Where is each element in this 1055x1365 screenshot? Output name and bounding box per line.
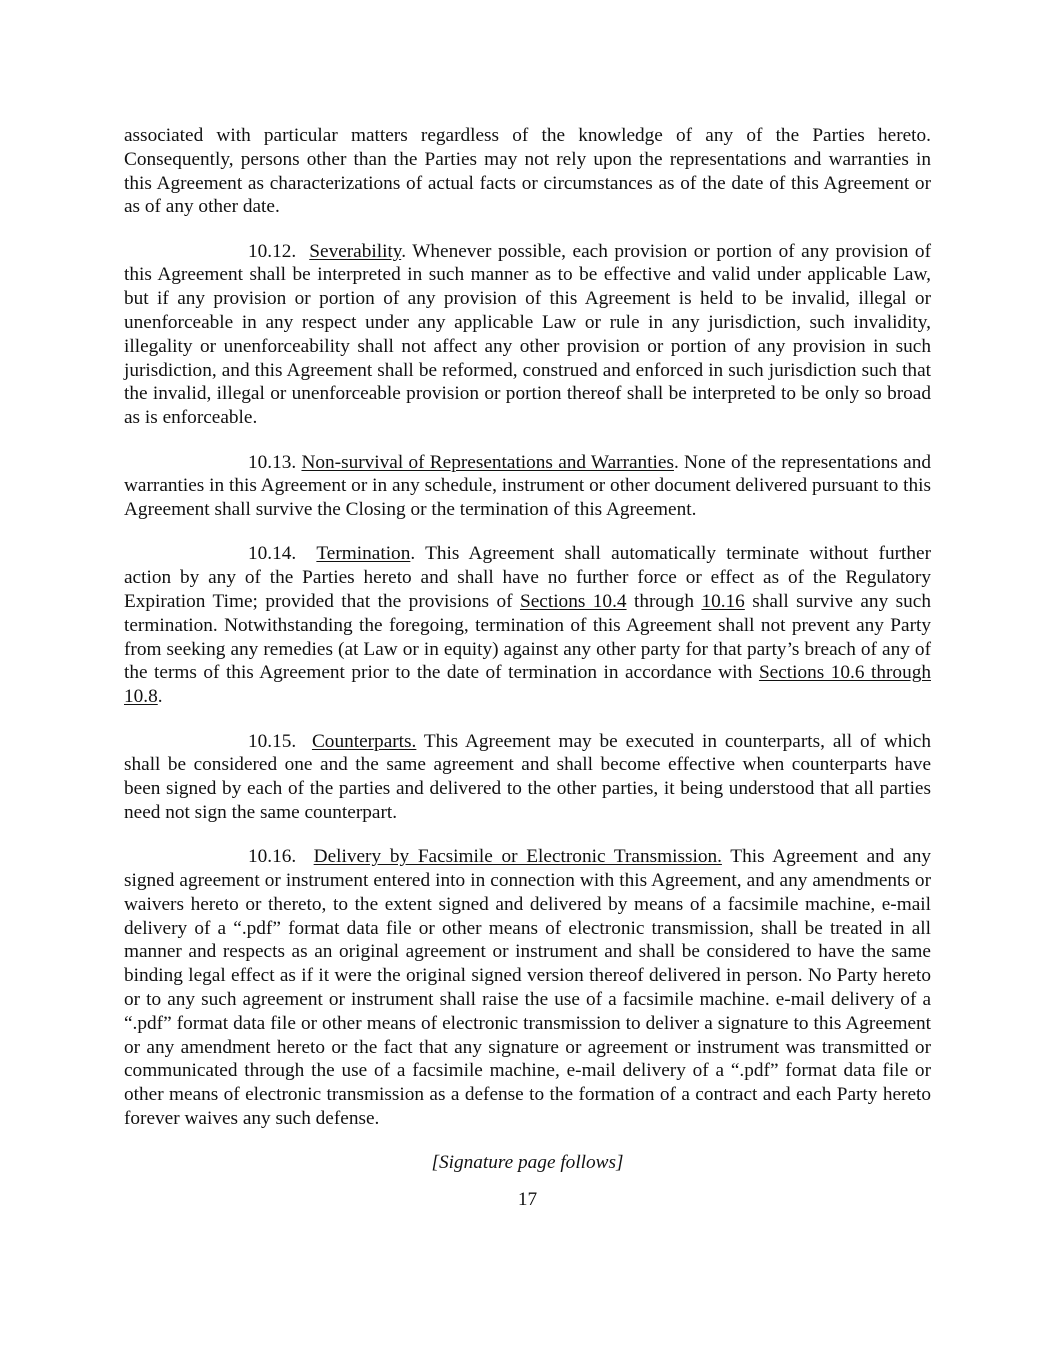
section-number: 10.16.	[248, 846, 297, 868]
section-number: 10.12.	[248, 240, 297, 262]
section-number: 10.15.	[248, 730, 297, 752]
section-10-14	[124, 542, 931, 709]
section-body: This Agreement may be executed in counterparts, all of which shall be considered one and the same agreement and shall become effective when counterparts have been signed by each of the parties and delivered to the other parties, it being understood that all parties need not sign the same counterpart.	[124, 730, 931, 823]
cross-reference-sections-10-6-10-8: Sections 10.6 through 10.8	[124, 662, 931, 708]
section-10-12	[124, 240, 931, 430]
section-body: through	[626, 591, 702, 613]
section-title-severability: Severability	[309, 240, 402, 262]
section-10-13	[124, 451, 931, 522]
section-body: . None of the representations and warranties in this Agreement or in any schedule, instrument or other document delivered pursuant to this Agreement shall survive the Closing or the termination of this Agreement.	[124, 451, 931, 521]
section-title-non-survival: Non-survival of Representations and Warranties	[301, 451, 674, 473]
section-body: . Whenever possible, each provision or portion of any provision of this Agreement shall be interpreted in such manner as to be effective and valid under applicable Law, but if any provision or portion of any provision of this Agreement is held to be invalid, illegal or unenforceable in any respect under any applicable Law or rule in any jurisdiction, such invalidity, illegality or unenforceability shall not affect any other provision or portion of any provision in such jurisdiction, and this Agreement shall be reformed, construed and enforced in such jurisdiction such that the invalid, illegal or unenforceable provision or portion thereof shall be interpreted to be only so broad as is enforceable.	[124, 240, 931, 429]
section-10-16	[124, 845, 931, 1131]
section-number: 10.13.	[248, 451, 297, 473]
cross-reference-10-16: 10.16	[701, 591, 745, 613]
continuation-paragraph: associated with particular matters regardless of the knowledge of any of the Parties hereto. Consequently, persons other than the Parties may not rely upon the representations and warranties in this Agreement as characterizations of actual facts or circumstances as of the date of this Agreement or as of any other date.	[124, 125, 931, 218]
section-body: shall survive any such termination. Notwithstanding the foregoing, termination of this Agreement shall not prevent any Party from seeking any remedies (at Law or in equity) against any other party for that party’s breach of any of the terms of this Agreement prior to the date of termination in accordance with	[124, 591, 931, 684]
cross-reference-sections-10-4: Sections 10.4	[520, 591, 627, 613]
section-title-delivery: Delivery by Facsimile or Electronic Transmission.	[313, 846, 722, 868]
section-body: .	[157, 686, 163, 708]
section-body: This Agreement and any signed agreement or instrument entered into in connection with this Agreement, and any amendments or waivers hereto or thereto, to the extent signed and delivered by means of a facsimile machine, e-mail delivery of a “.pdf” format data file or other means of electronic transmission, shall be treated in all manner and respects as an original agreement or instrument and shall be considered to have the same binding legal effect as if it were the original signed version thereof delivered in person. No Party hereto or to any such agreement or instrument shall raise the use of a facsimile machine. e-mail delivery of a “.pdf” format data file or other means of electronic transmission to deliver a signature to this Agreement or any amendment hereto or the fact that any signature or agreement or instrument was transmitted or communicated through the use of a facsimile machine, e-mail delivery of a “.pdf” format data file or other means of electronic transmission as a defense to the formation of a contract and each Party hereto forever waives any such defense.	[124, 846, 931, 1129]
signature-page-note: [Signature page follows]	[431, 1152, 624, 1174]
page-number: 17	[517, 1189, 538, 1211]
document-page	[124, 124, 931, 1212]
section-title-counterparts: Counterparts.	[311, 730, 417, 752]
section-title-termination: Termination	[316, 543, 411, 565]
section-body: . This Agreement shall automatically terminate without further action by any of the Parties hereto and shall have no further force or effect as of the Regulatory Expiration Time; provided that the provisions of	[124, 543, 931, 613]
section-number: 10.14.	[248, 543, 297, 565]
section-10-15	[124, 730, 931, 825]
